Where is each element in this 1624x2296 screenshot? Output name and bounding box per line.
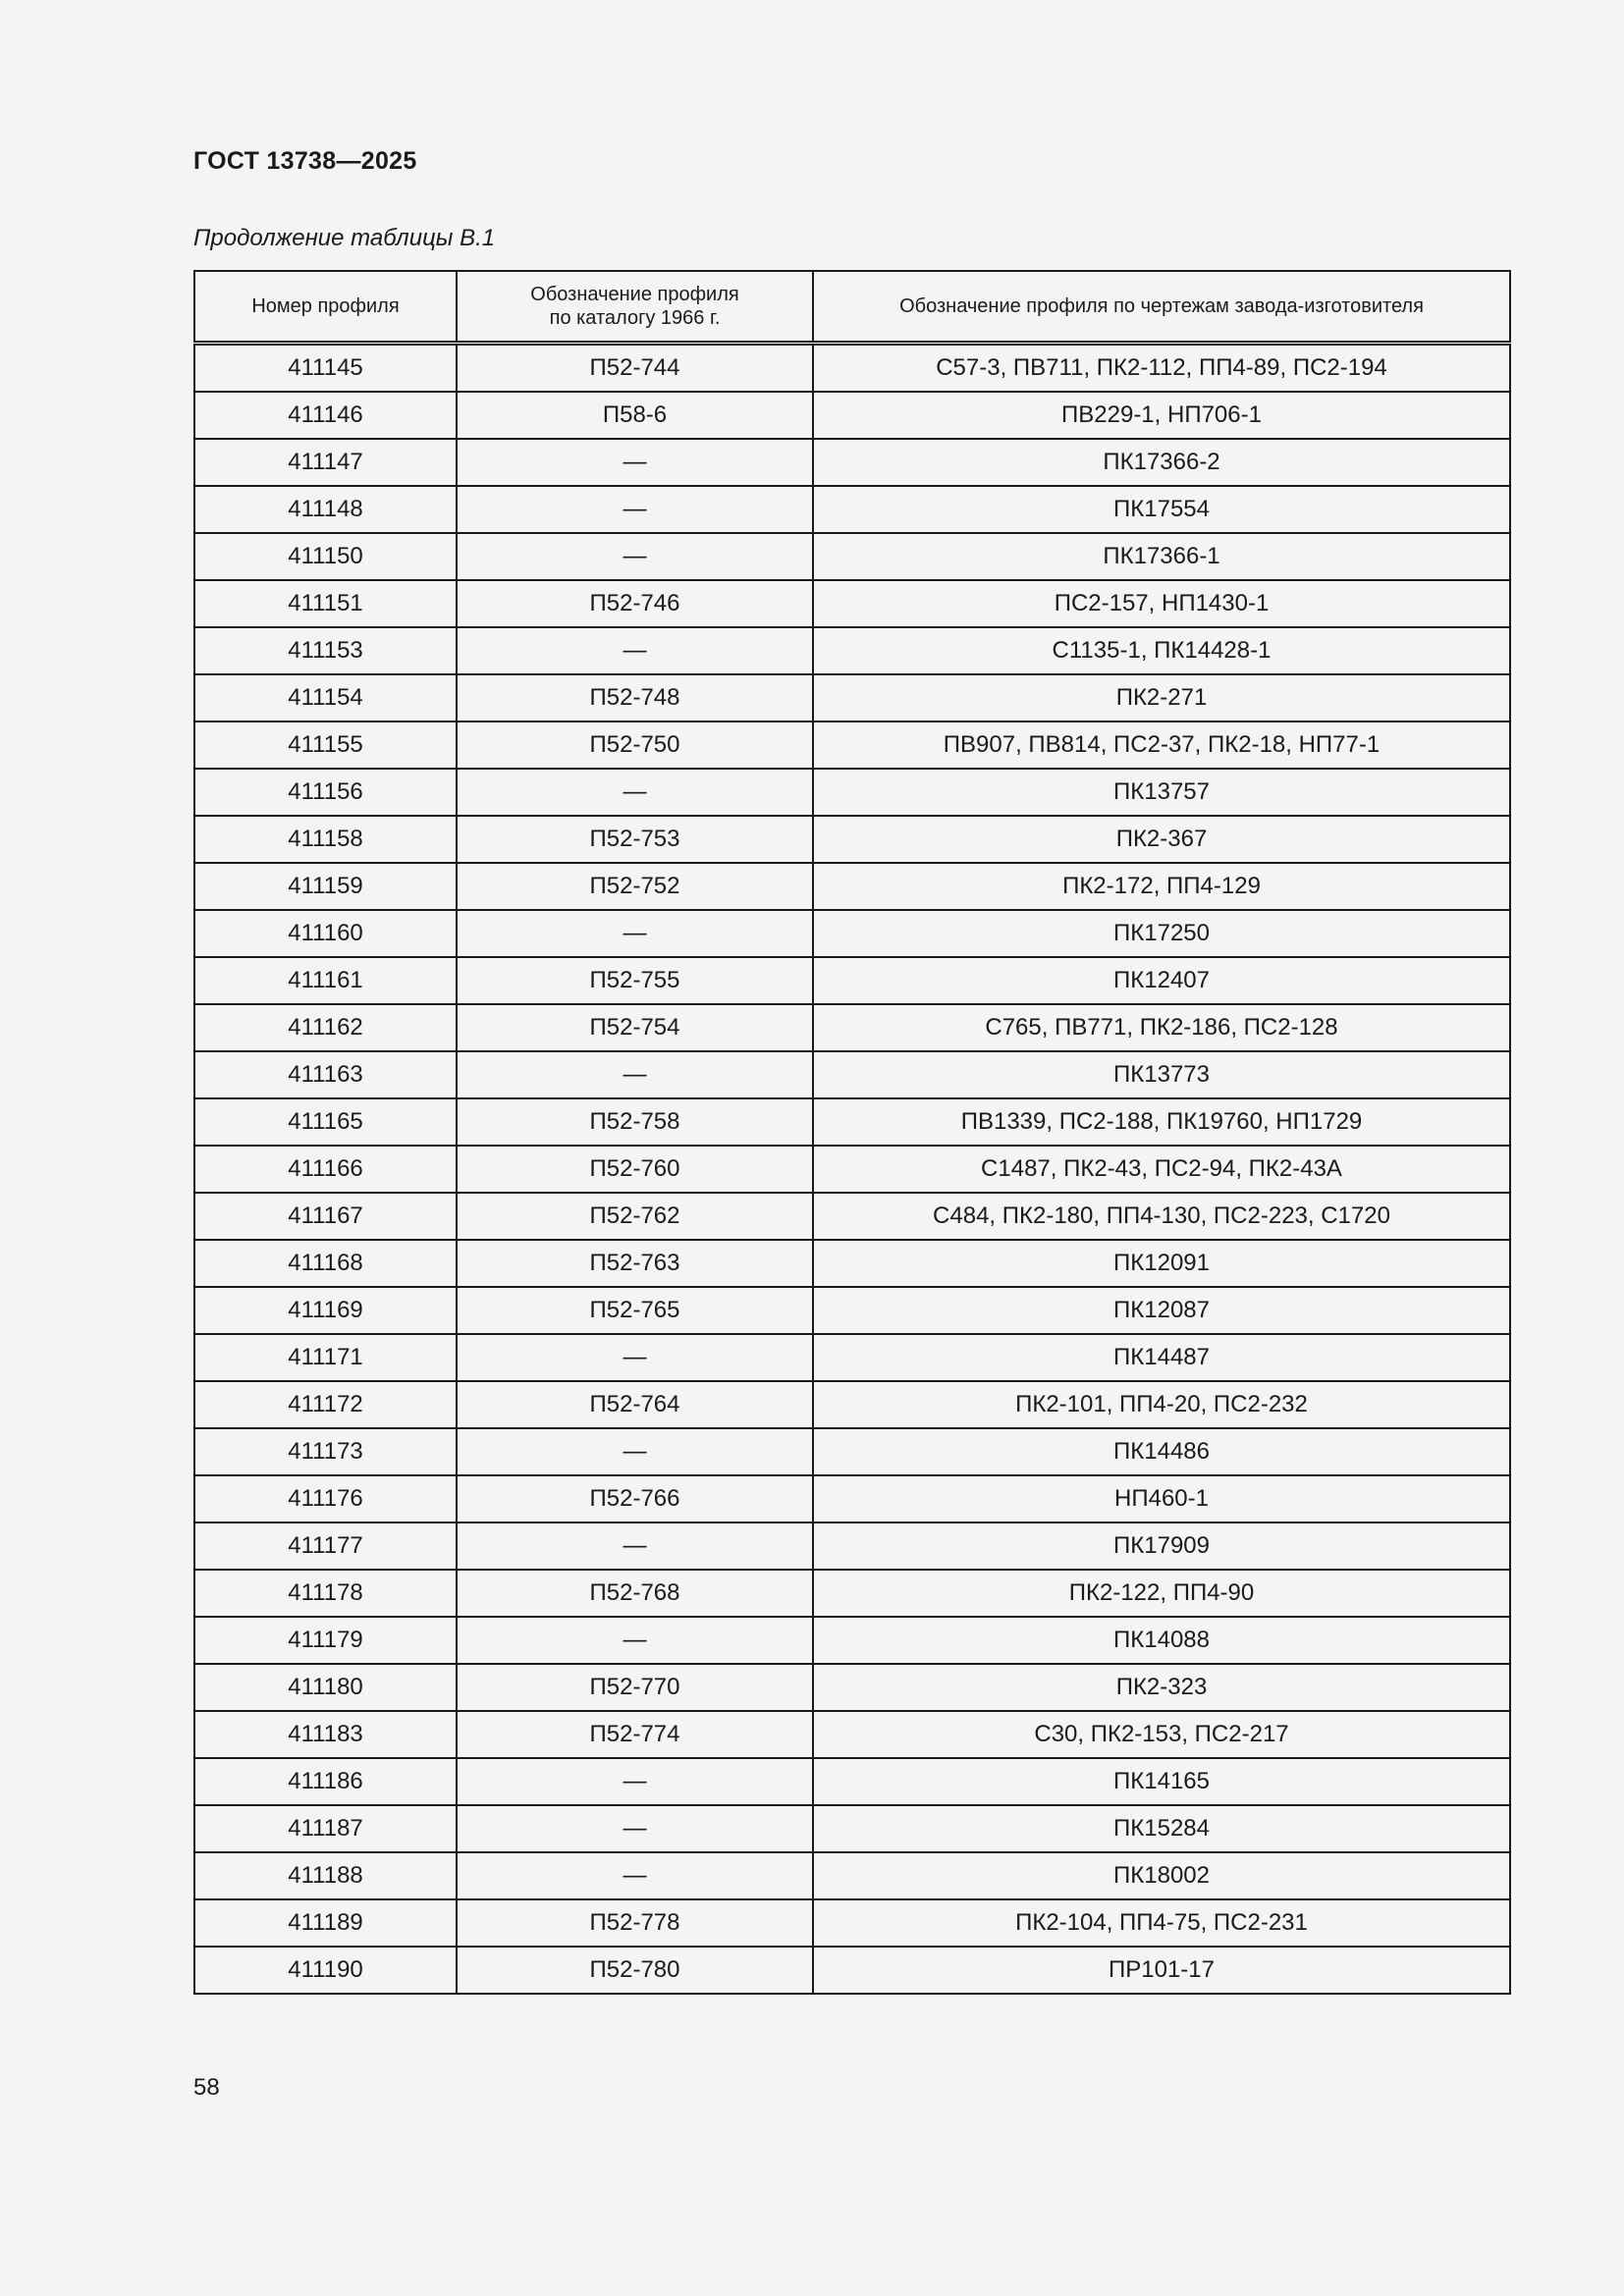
table-row (194, 344, 1510, 393)
cell-profile-number: 411176 (194, 1475, 457, 1522)
column-header-factory-drawings: Обозначение профиля по чертежам завода-изготовителя (813, 271, 1510, 344)
cell-catalog-designation: П52-778 (457, 1899, 813, 1947)
table-row (194, 1098, 1510, 1146)
cell-profile-number: 411145 (194, 344, 457, 393)
table-row (194, 1617, 1510, 1664)
table-caption: Продолжение таблицы В.1 (193, 225, 496, 251)
cell-profile-number: 411154 (194, 674, 457, 721)
cell-factory-designation: С1487, ПК2-43, ПС2-94, ПК2-43А (813, 1146, 1510, 1193)
cell-profile-number: 411162 (194, 1004, 457, 1051)
cell-catalog-designation: — (457, 1852, 813, 1899)
table-row (194, 1852, 1510, 1899)
table-row (194, 816, 1510, 863)
table-row (194, 1758, 1510, 1805)
cell-factory-designation: ПК12407 (813, 957, 1510, 1004)
table-row (194, 533, 1510, 580)
table-row (194, 486, 1510, 533)
table-row (194, 1004, 1510, 1051)
cell-profile-number: 411167 (194, 1193, 457, 1240)
cell-catalog-designation: П52-768 (457, 1570, 813, 1617)
cell-profile-number: 411161 (194, 957, 457, 1004)
cell-profile-number: 411147 (194, 439, 457, 486)
cell-catalog-designation: П52-762 (457, 1193, 813, 1240)
cell-factory-designation: ПК13773 (813, 1051, 1510, 1098)
table-row (194, 1711, 1510, 1758)
cell-profile-number: 411166 (194, 1146, 457, 1193)
table-row (194, 1570, 1510, 1617)
table-row (194, 580, 1510, 627)
cell-profile-number: 411146 (194, 392, 457, 439)
cell-factory-designation: ПК2-122, ПП4-90 (813, 1570, 1510, 1617)
cell-factory-designation: ПК17366-2 (813, 439, 1510, 486)
cell-profile-number: 411163 (194, 1051, 457, 1098)
cell-catalog-designation: — (457, 1051, 813, 1098)
cell-profile-number: 411156 (194, 769, 457, 816)
table-row (194, 1193, 1510, 1240)
cell-catalog-designation: П52-755 (457, 957, 813, 1004)
cell-factory-designation: ПР101-17 (813, 1947, 1510, 1994)
cell-profile-number: 411168 (194, 1240, 457, 1287)
cell-profile-number: 411151 (194, 580, 457, 627)
cell-catalog-designation: П52-746 (457, 580, 813, 627)
cell-factory-designation: ПК2-271 (813, 674, 1510, 721)
cell-profile-number: 411190 (194, 1947, 457, 1994)
cell-catalog-designation: — (457, 1522, 813, 1570)
cell-factory-designation: ПК12091 (813, 1240, 1510, 1287)
cell-factory-designation: С57-3, ПВ711, ПК2-112, ПП4-89, ПС2-194 (813, 344, 1510, 393)
cell-catalog-designation: П52-753 (457, 816, 813, 863)
table-row (194, 1475, 1510, 1522)
cell-profile-number: 411180 (194, 1664, 457, 1711)
table-row (194, 439, 1510, 486)
cell-profile-number: 411169 (194, 1287, 457, 1334)
cell-catalog-designation: П52-760 (457, 1146, 813, 1193)
cell-catalog-designation: — (457, 1428, 813, 1475)
cell-profile-number: 411173 (194, 1428, 457, 1475)
cell-profile-number: 411158 (194, 816, 457, 863)
cell-catalog-designation: — (457, 910, 813, 957)
cell-factory-designation: ПК2-323 (813, 1664, 1510, 1711)
cell-catalog-designation: — (457, 486, 813, 533)
cell-profile-number: 411155 (194, 721, 457, 769)
cell-factory-designation: ПК14088 (813, 1617, 1510, 1664)
column-header-profile-number: Номер профиля (194, 271, 457, 344)
cell-profile-number: 411183 (194, 1711, 457, 1758)
cell-factory-designation: ПК2-172, ПП4-129 (813, 863, 1510, 910)
document-title: ГОСТ 13738—2025 (193, 147, 417, 175)
table-row (194, 1428, 1510, 1475)
cell-factory-designation: ПК17250 (813, 910, 1510, 957)
table-header-row (194, 271, 1510, 344)
table-row (194, 1334, 1510, 1381)
cell-profile-number: 411177 (194, 1522, 457, 1570)
cell-factory-designation: ПК17554 (813, 486, 1510, 533)
cell-profile-number: 411171 (194, 1334, 457, 1381)
cell-profile-number: 411148 (194, 486, 457, 533)
cell-catalog-designation: П52-765 (457, 1287, 813, 1334)
cell-factory-designation: ПВ1339, ПС2-188, ПК19760, НП1729 (813, 1098, 1510, 1146)
cell-profile-number: 411179 (194, 1617, 457, 1664)
table-row (194, 627, 1510, 674)
cell-catalog-designation: П52-754 (457, 1004, 813, 1051)
cell-profile-number: 411160 (194, 910, 457, 957)
cell-catalog-designation: П52-770 (457, 1664, 813, 1711)
cell-factory-designation: ПК13757 (813, 769, 1510, 816)
cell-catalog-designation: — (457, 439, 813, 486)
cell-catalog-designation: — (457, 1334, 813, 1381)
cell-profile-number: 411165 (194, 1098, 457, 1146)
table-row (194, 674, 1510, 721)
cell-factory-designation: С30, ПК2-153, ПС2-217 (813, 1711, 1510, 1758)
cell-catalog-designation: П52-763 (457, 1240, 813, 1287)
cell-catalog-designation: П52-780 (457, 1947, 813, 1994)
table-row (194, 1240, 1510, 1287)
cell-catalog-designation: — (457, 627, 813, 674)
cell-profile-number: 411150 (194, 533, 457, 580)
table-row (194, 957, 1510, 1004)
cell-profile-number: 411189 (194, 1899, 457, 1947)
cell-catalog-designation: П58-6 (457, 392, 813, 439)
cell-profile-number: 411186 (194, 1758, 457, 1805)
cell-factory-designation: ПК14486 (813, 1428, 1510, 1475)
cell-catalog-designation: — (457, 769, 813, 816)
table-row (194, 721, 1510, 769)
cell-factory-designation: С484, ПК2-180, ПП4-130, ПС2-223, С1720 (813, 1193, 1510, 1240)
table-row (194, 1947, 1510, 1994)
cell-factory-designation: ПК2-104, ПП4-75, ПС2-231 (813, 1899, 1510, 1947)
cell-factory-designation: ПК2-101, ПП4-20, ПС2-232 (813, 1381, 1510, 1428)
table-row (194, 1805, 1510, 1852)
cell-factory-designation: ПК12087 (813, 1287, 1510, 1334)
table-row (194, 1899, 1510, 1947)
table-row (194, 769, 1510, 816)
cell-catalog-designation: П52-744 (457, 344, 813, 393)
cell-catalog-designation: П52-750 (457, 721, 813, 769)
cell-factory-designation: ПК14487 (813, 1334, 1510, 1381)
cell-catalog-designation: — (457, 1617, 813, 1664)
table-row (194, 392, 1510, 439)
table-row (194, 1381, 1510, 1428)
cell-profile-number: 411159 (194, 863, 457, 910)
cell-catalog-designation: П52-764 (457, 1381, 813, 1428)
column-header-catalog-1966: Обозначение профиля по каталогу 1966 г. (457, 271, 813, 344)
table-row (194, 1051, 1510, 1098)
cell-factory-designation: ПВ229-1, НП706-1 (813, 392, 1510, 439)
cell-catalog-designation: П52-758 (457, 1098, 813, 1146)
cell-factory-designation: ПВ907, ПВ814, ПС2-37, ПК2-18, НП77-1 (813, 721, 1510, 769)
table-row (194, 863, 1510, 910)
table-row (194, 1287, 1510, 1334)
profiles-table (193, 270, 1511, 1995)
page-number: 58 (193, 2074, 220, 2101)
cell-factory-designation: ПК17909 (813, 1522, 1510, 1570)
cell-catalog-designation: П52-774 (457, 1711, 813, 1758)
cell-catalog-designation: — (457, 1805, 813, 1852)
cell-factory-designation: ПК14165 (813, 1758, 1510, 1805)
table-body (194, 344, 1510, 1995)
cell-profile-number: 411153 (194, 627, 457, 674)
table-row (194, 1146, 1510, 1193)
cell-profile-number: 411188 (194, 1852, 457, 1899)
cell-factory-designation: С1135-1, ПК14428-1 (813, 627, 1510, 674)
cell-factory-designation: ПК15284 (813, 1805, 1510, 1852)
cell-catalog-designation: П52-766 (457, 1475, 813, 1522)
cell-factory-designation: ПК2-367 (813, 816, 1510, 863)
cell-factory-designation: С765, ПВ771, ПК2-186, ПС2-128 (813, 1004, 1510, 1051)
cell-profile-number: 411187 (194, 1805, 457, 1852)
table-row (194, 1522, 1510, 1570)
cell-profile-number: 411178 (194, 1570, 457, 1617)
cell-factory-designation: НП460-1 (813, 1475, 1510, 1522)
table-row (194, 910, 1510, 957)
table-row (194, 1664, 1510, 1711)
cell-factory-designation: ПС2-157, НП1430-1 (813, 580, 1510, 627)
cell-factory-designation: ПК18002 (813, 1852, 1510, 1899)
cell-profile-number: 411172 (194, 1381, 457, 1428)
cell-catalog-designation: — (457, 533, 813, 580)
cell-catalog-designation: П52-752 (457, 863, 813, 910)
cell-factory-designation: ПК17366-1 (813, 533, 1510, 580)
cell-catalog-designation: — (457, 1758, 813, 1805)
cell-catalog-designation: П52-748 (457, 674, 813, 721)
